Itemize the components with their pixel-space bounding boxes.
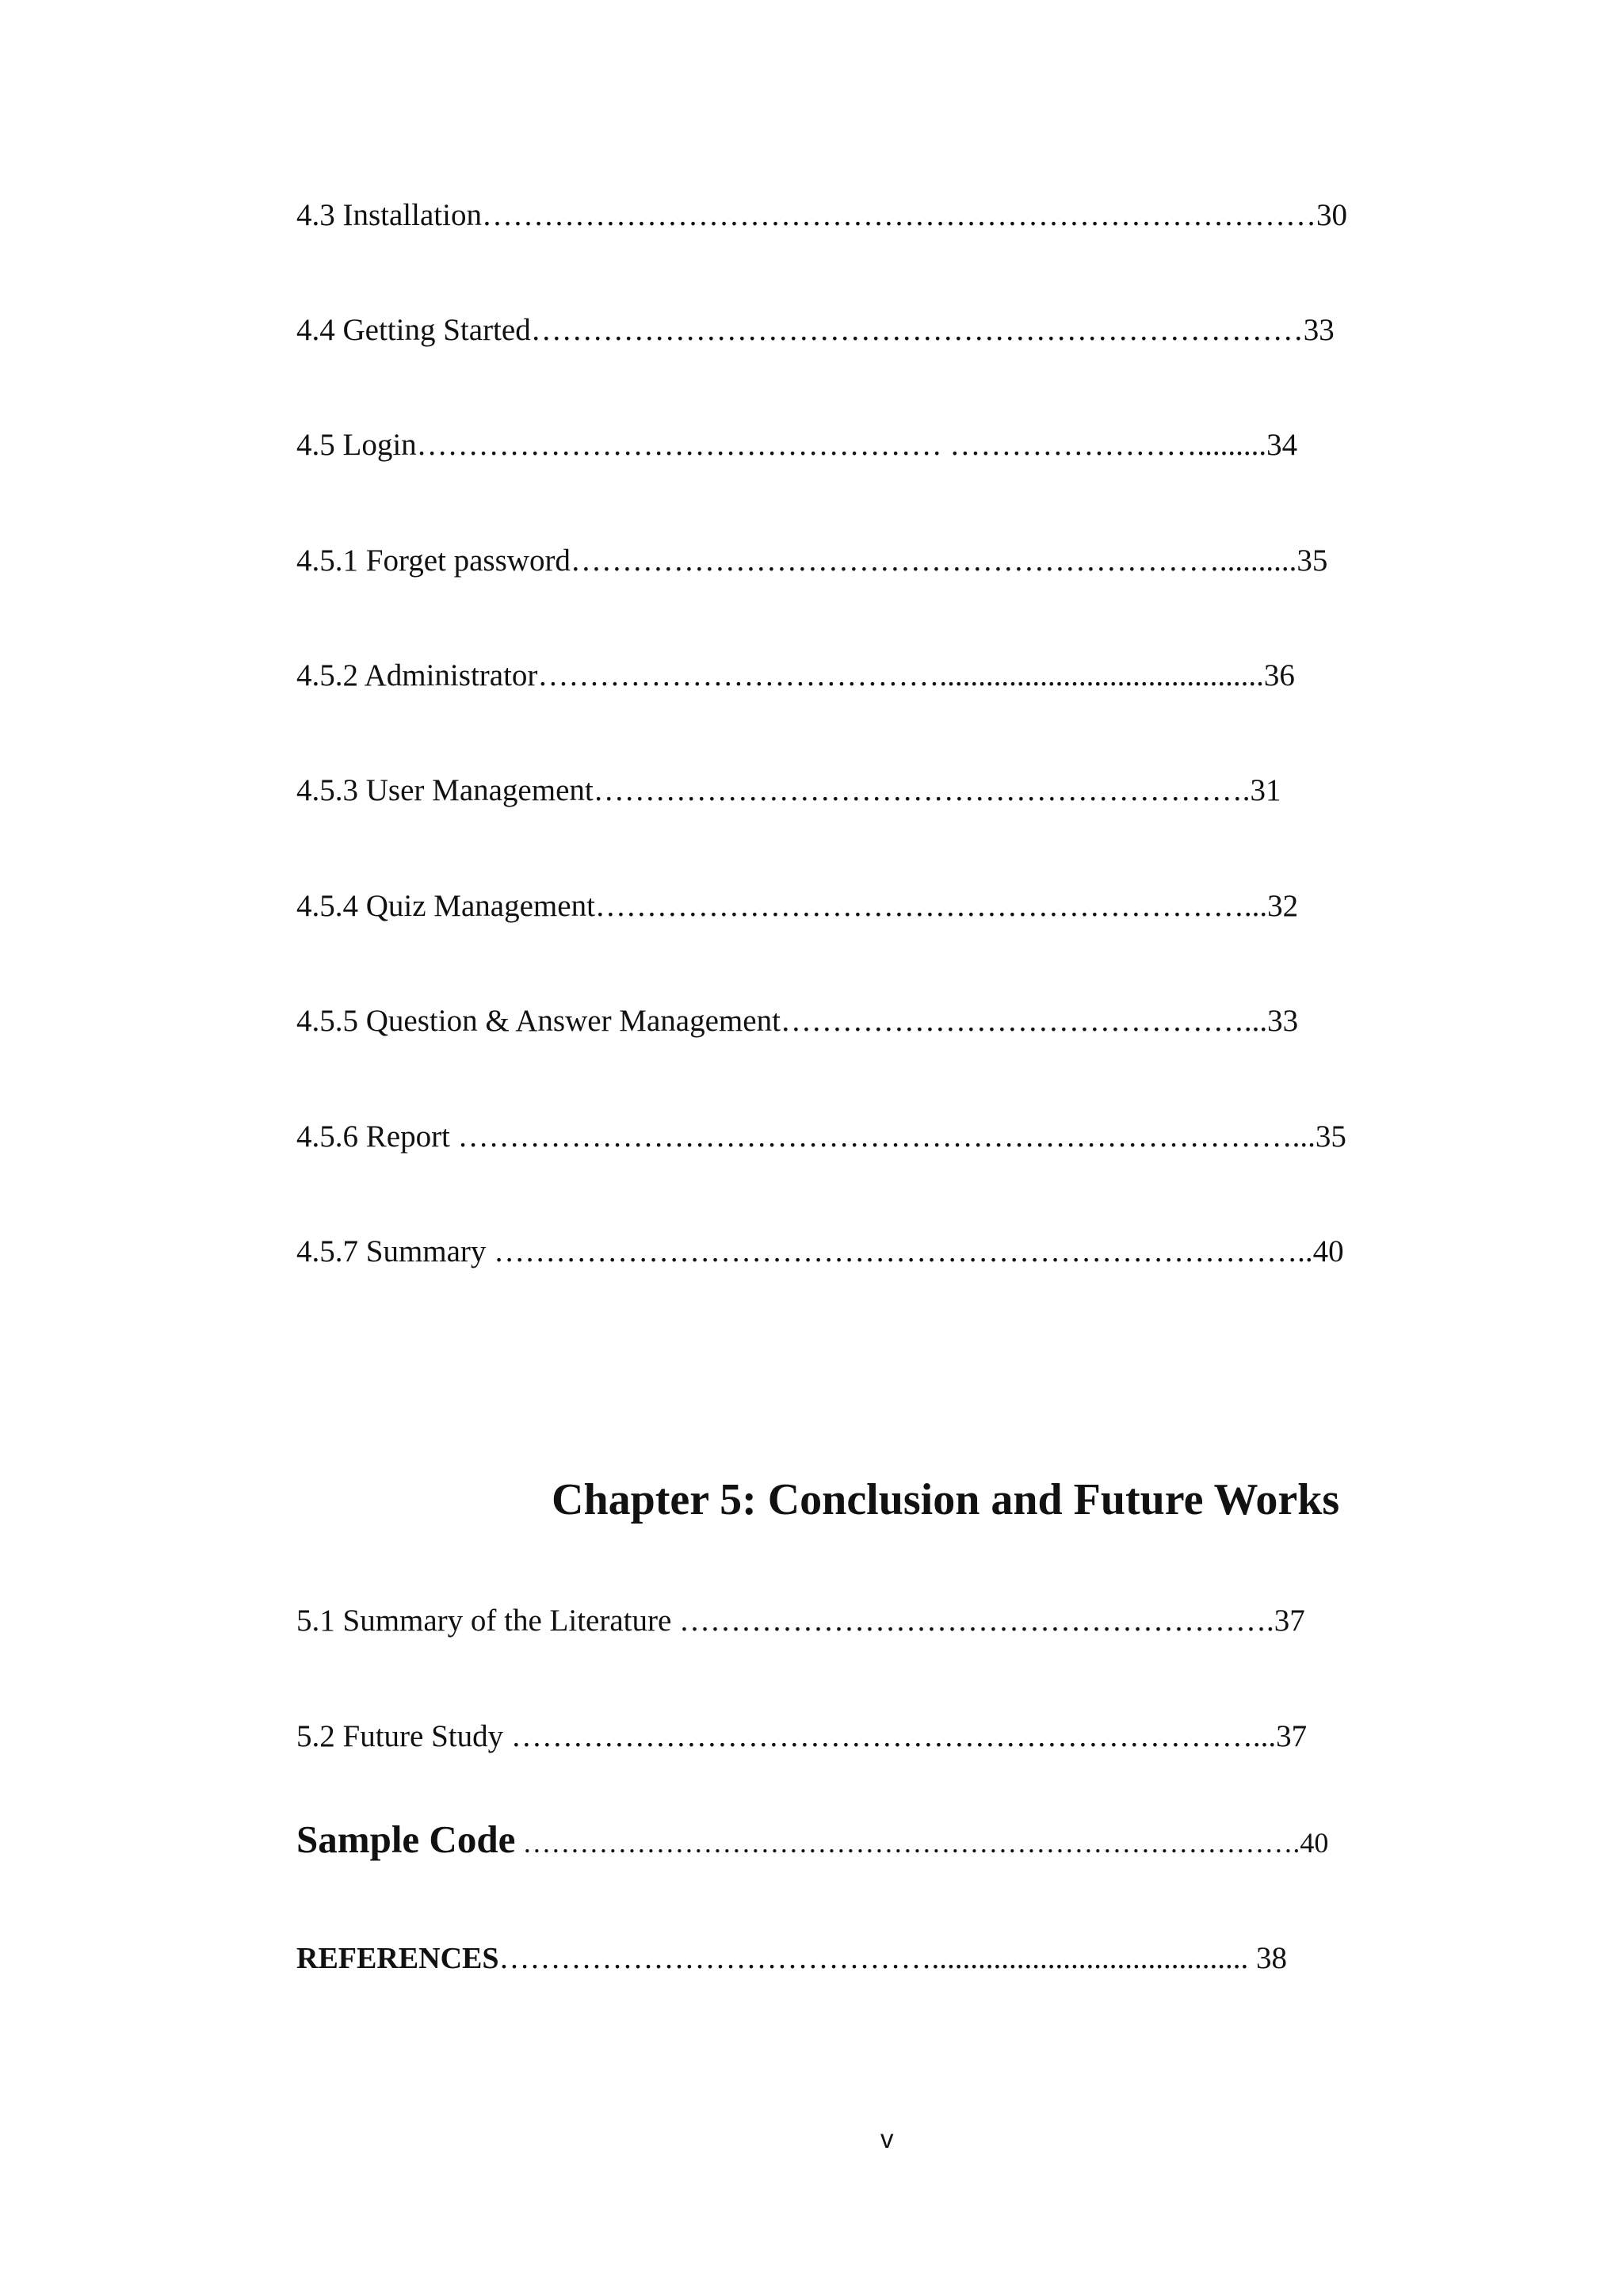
toc-entry-4-5-6: 4.5.6 Report ………………………………………………………………………...35 (296, 1119, 1346, 1154)
toc-entry-4-4: 4.4 Getting Started…………………………………………………………………33 (296, 313, 1335, 347)
chapter-5-heading: Chapter 5: Conclusion and Future Works (552, 1475, 1340, 1524)
toc-entry-4-5-7: 4.5.7 Summary ……………………………………………………………………..40 (296, 1234, 1344, 1268)
toc-entry-4-5-1: 4.5.1 Forget password………………………………………………………..........35 (296, 543, 1328, 578)
toc-entry-4-5-3: 4.5.3 User Management……………………………………………………….31 (296, 773, 1281, 807)
references-label: REFERENCES (296, 1942, 499, 1975)
page-number: v (880, 2124, 894, 2153)
references-leader: ……………………………………......................................... 38 (498, 1941, 1287, 1975)
toc-entry-4-5-5: 4.5.5 Question & Answer Management………………………………………...33 (296, 1004, 1299, 1038)
toc-entry-4-5-4: 4.5.4 Quiz Management………………………………………………………...32 (296, 889, 1299, 923)
sample-code-leader: ……………………………………………………………………….40 (515, 1827, 1329, 1859)
toc-entry-5-2: 5.2 Future Study ………………………………………………………………...37 (296, 1719, 1308, 1753)
sample-code-label: Sample Code (296, 1817, 516, 1861)
toc-entry-4-5-2: 4.5.2 Administrator…………………………………..........................................36 (296, 658, 1295, 692)
toc-entry-4-5: 4.5 Login…………………………………………… …………………….........34 (296, 428, 1298, 462)
toc-entry-sample-code (296, 1817, 1329, 1862)
toc-entry-5-1: 5.1 Summary of the Literature ………………………………………………….37 (296, 1604, 1305, 1638)
toc-entry-4-3: 4.3 Installation………………………………………………………………………30 (296, 198, 1347, 232)
toc-entry-references (296, 1939, 1287, 1978)
